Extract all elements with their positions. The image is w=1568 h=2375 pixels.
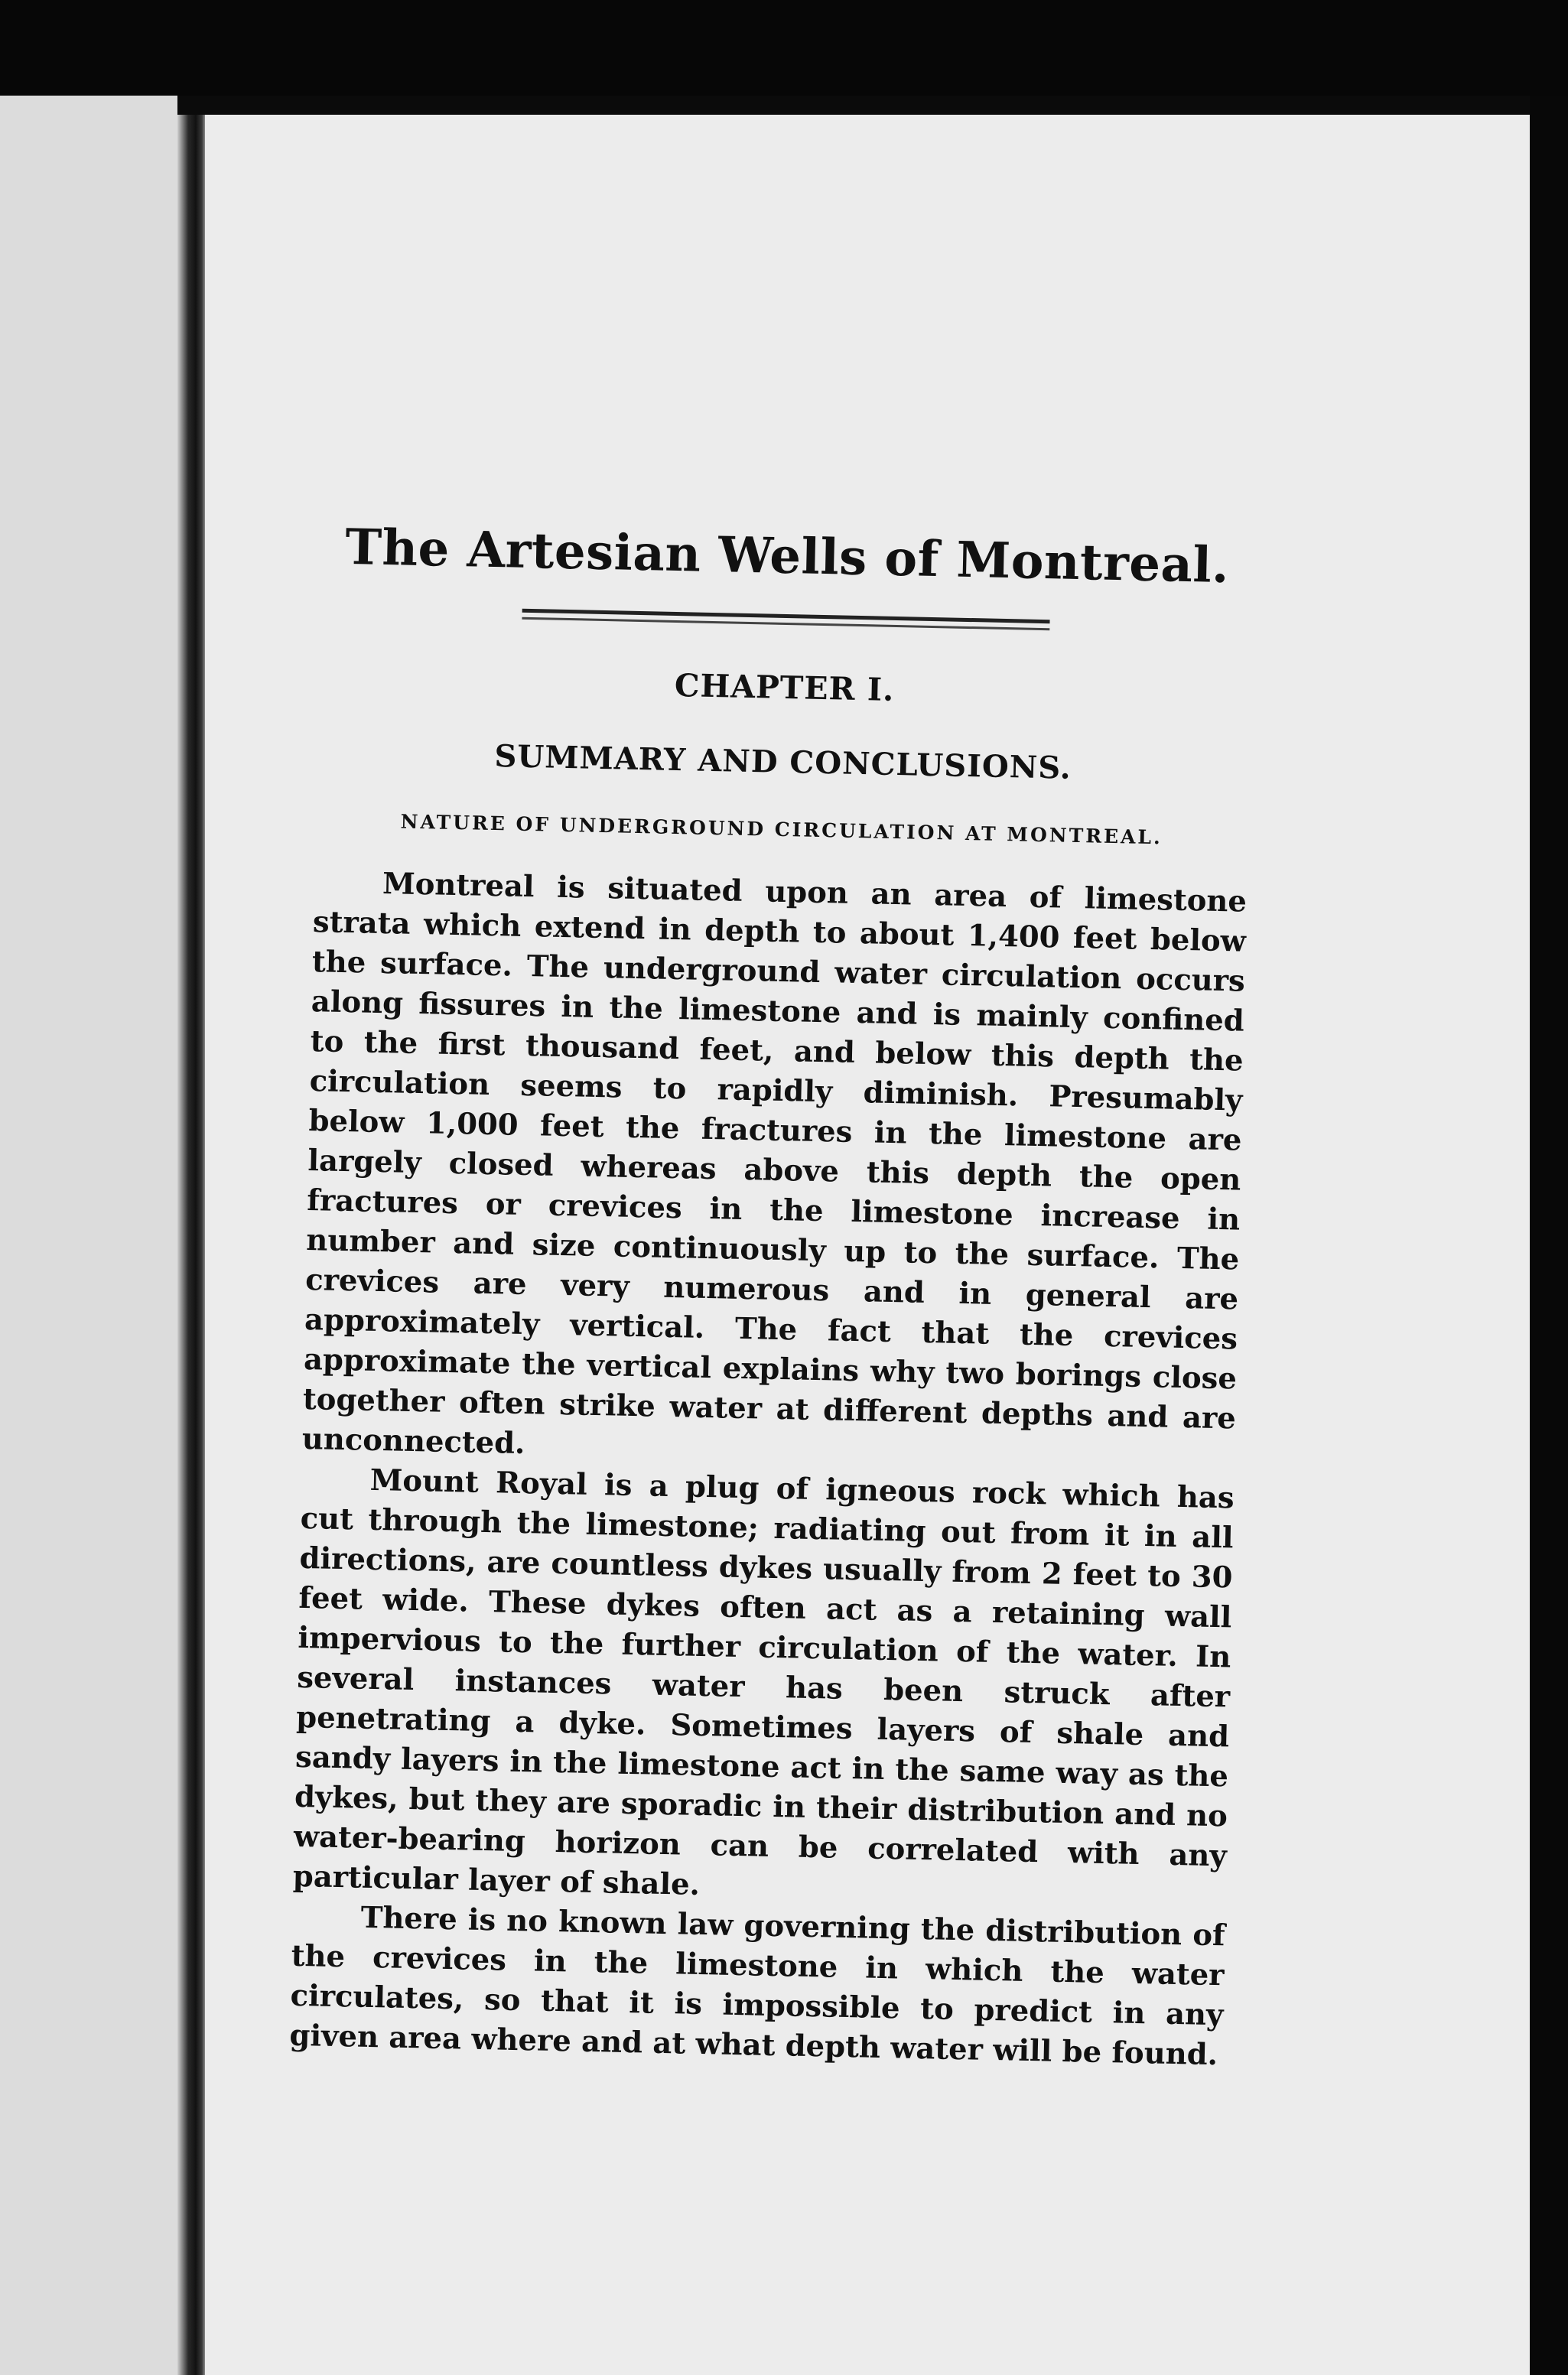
chapter-title: SUMMARY AND CONCLUSIONS. <box>493 738 1072 786</box>
paragraph: There is no known law governing the distribution of the crevices in the limestone in which the water circulates, so that it is impossible to predict in any given area where and at what depth water will be found. <box>289 1900 1226 2073</box>
page-content <box>289 518 1254 2075</box>
chapter-number: CHAPTER I. <box>674 666 895 708</box>
page-title: The Artesian Wells of Montreal. <box>344 518 1230 595</box>
scan-border-right <box>1530 96 1568 2375</box>
section-heading: NATURE OF UNDERGROUND CIRCULATION AT MONTREAL. <box>400 810 1163 849</box>
scan-border-top <box>0 0 1568 96</box>
title-rule <box>522 609 1049 630</box>
paragraph: Montreal is situated upon an area of limestone strata which extend in depth to about 1,400 feet below the surface. The underground water circulation occurs along fissures in the limestone and is mainly confined to the first thousand feet, and below this depth the circulation seems to rapidly diminish. Presumably below 1,000 feet the fractures in the limestone are largely closed whereas above this depth the open fractures or crevices in the limestone increase in number and size continuously up to the surface. The crevices are very numerous and in general are approximately vertical. The fact that the crevices approximate the vertical explains why two borings close together often strike water at different depths and are unconnected. <box>301 867 1248 1462</box>
book-spine <box>177 115 208 2375</box>
facing-page <box>0 96 177 2375</box>
paragraph: Mount Royal is a plug of igneous rock which has cut through the limestone; radiating out from it in all directions, are countless dykes usually from 2 feet to 30 feet wide. These dykes often act as a retaining wall impervious to the further circulation of the water. In several instances water has been struck after penetrating a dyke. Sometimes layers of shale and sandy layers in the limestone act in the same way as the dykes, but they are sporadic in their distribution and no water-bearing horizon can be correlated with any particular layer of shale. <box>292 1462 1235 1902</box>
